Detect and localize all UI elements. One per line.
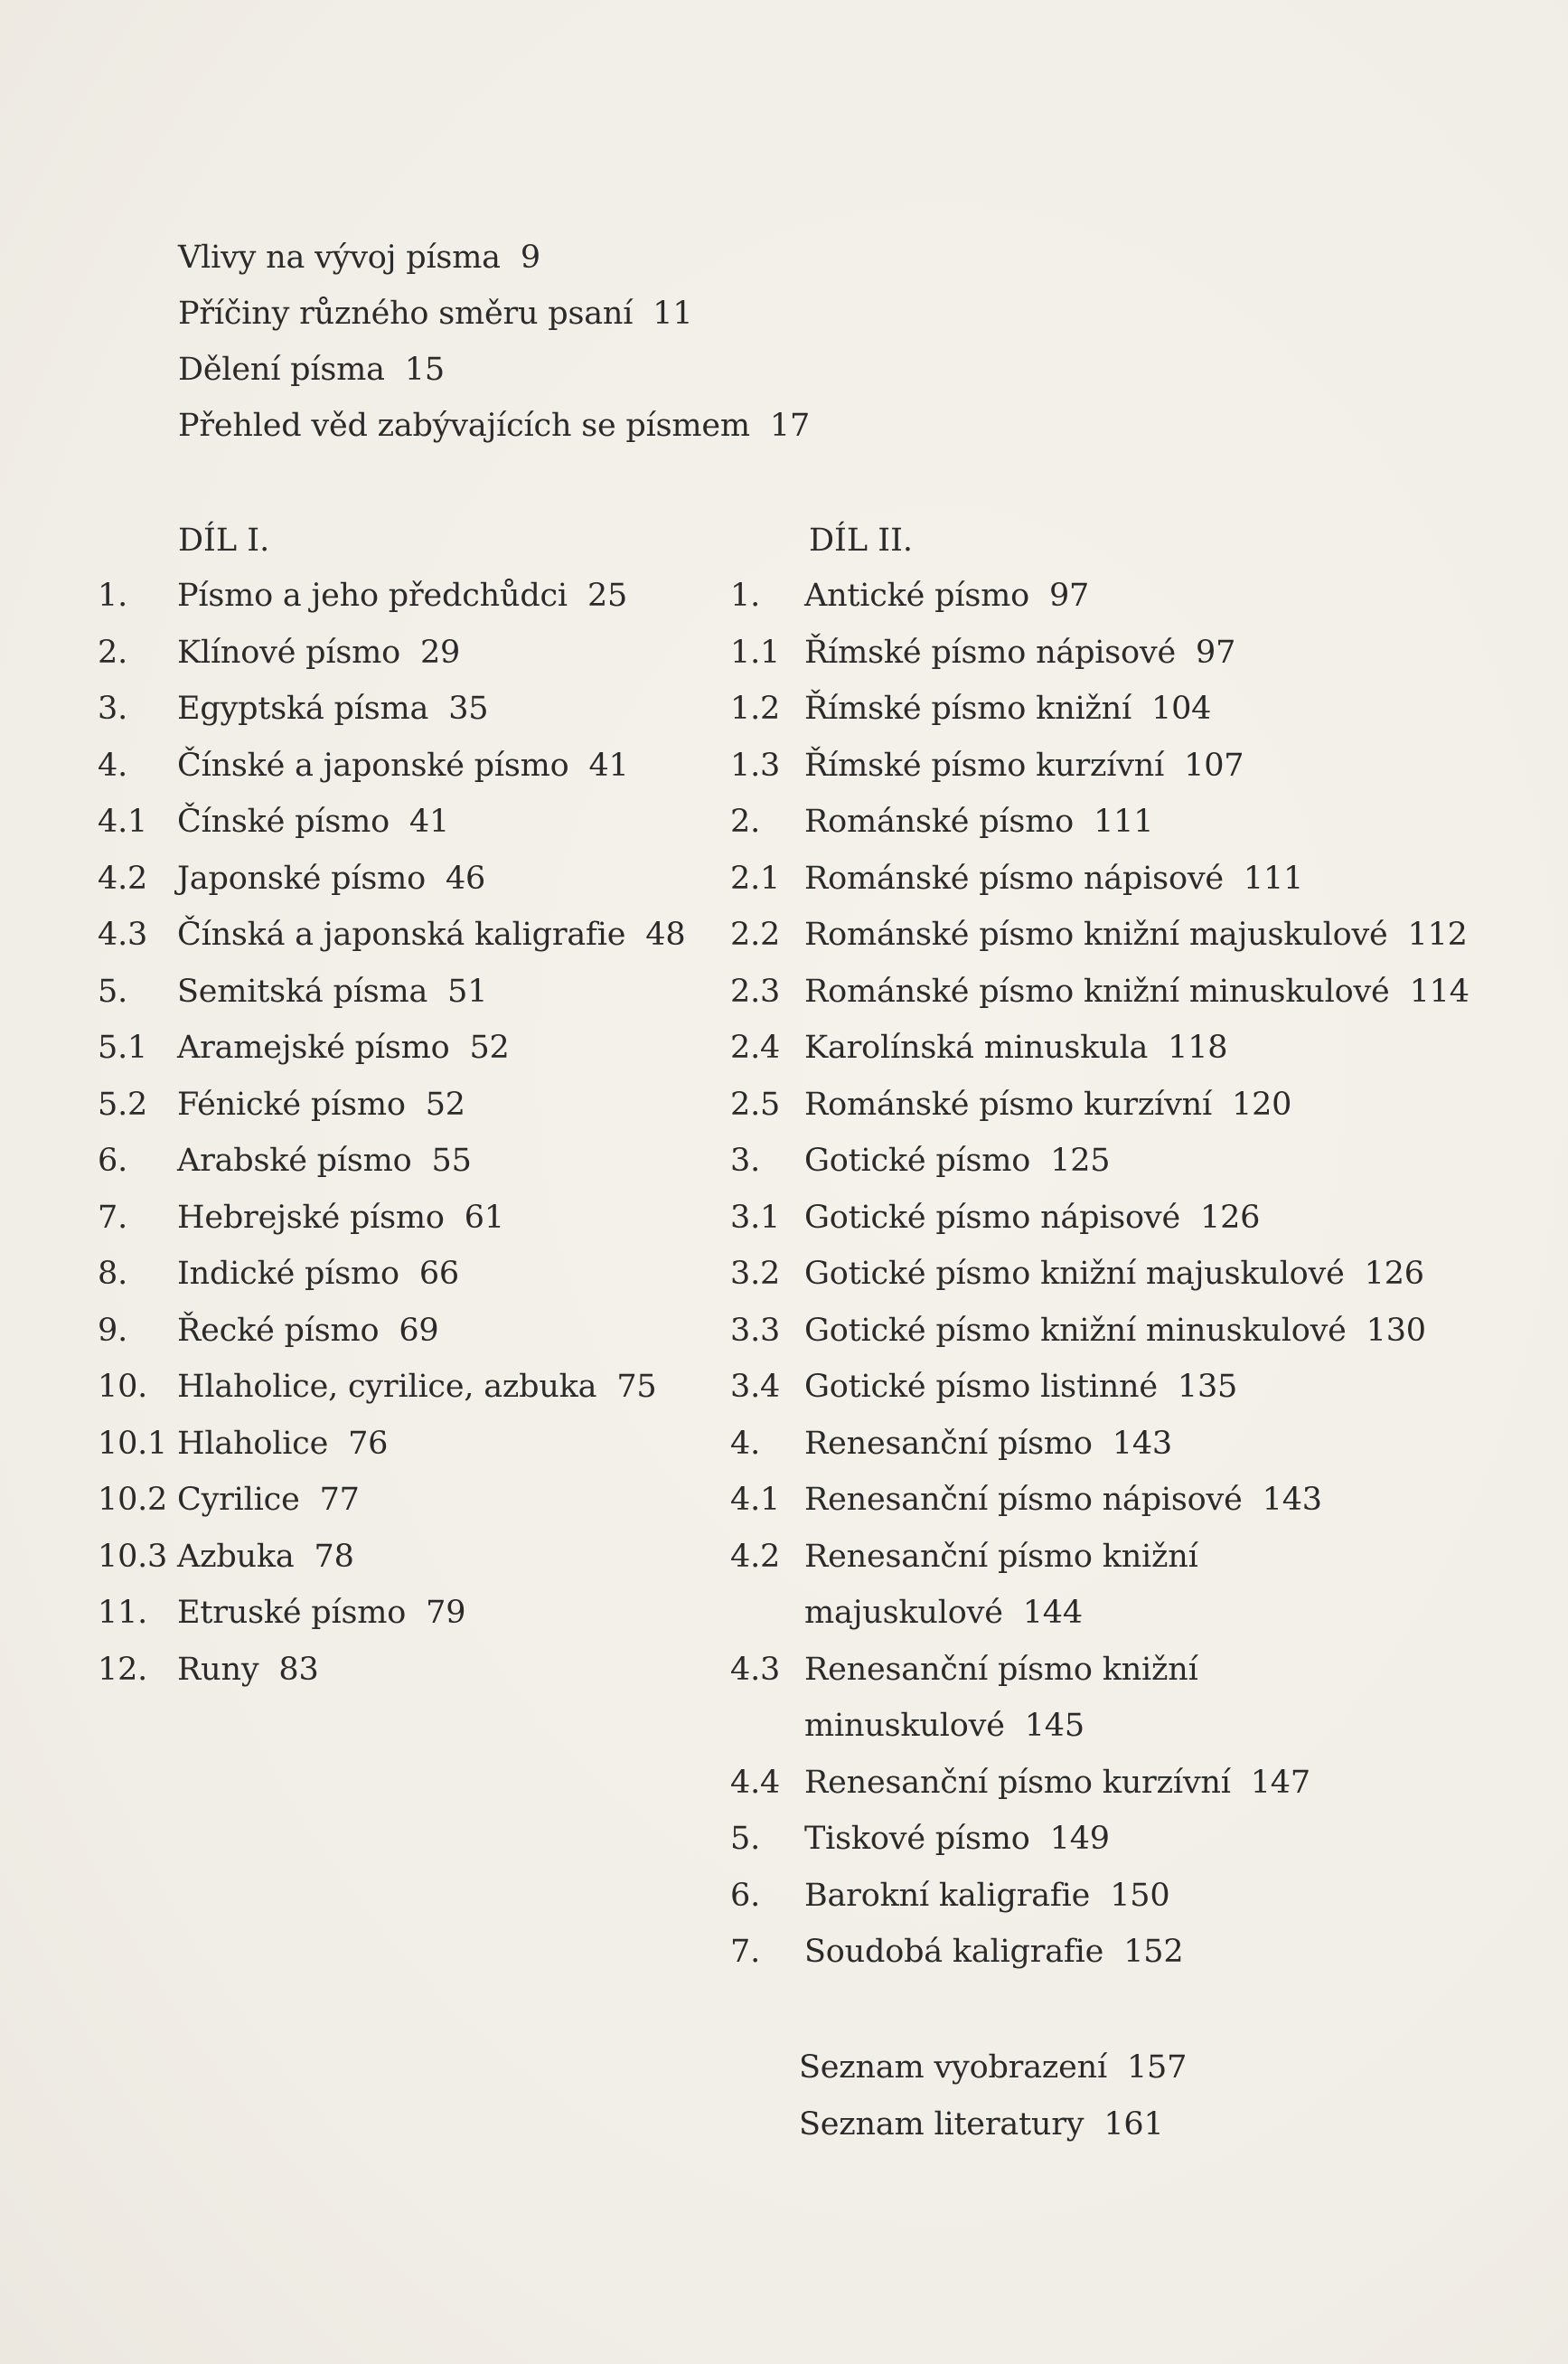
- entry-number: 10.2: [98, 1482, 168, 1518]
- entry-page: 135: [1177, 1369, 1238, 1405]
- entry-title: Barokní kaligrafie: [804, 1877, 1091, 1914]
- entry-title: Japonské písmo: [177, 860, 426, 897]
- toc-entry: [178, 238, 540, 278]
- entry-number: 4.: [98, 747, 127, 784]
- entry-title: Písmo a jeho předchůdci: [177, 578, 568, 614]
- toc-entry: [0, 1254, 1568, 1294]
- entry-number: 3.: [730, 1143, 760, 1179]
- entry-number: 11.: [98, 1595, 148, 1631]
- entry-page: 61: [464, 1199, 504, 1236]
- entry-title: Gotické písmo nápisové: [804, 1199, 1181, 1236]
- entry-title: Fénické písmo: [177, 1086, 406, 1123]
- entry-title: Řecké písmo: [177, 1312, 380, 1349]
- toc-entry: [799, 2105, 1164, 2144]
- entry-page: 77: [319, 1482, 360, 1518]
- entry-page: 111: [1243, 860, 1304, 897]
- entry-title: Románské písmo knižní minuskulové: [804, 973, 1390, 1010]
- entry-title: Cyrilice: [177, 1482, 300, 1518]
- toc-entry: [0, 802, 1568, 842]
- entry-page: 66: [418, 1256, 459, 1292]
- entry-number: 4.1: [730, 1482, 781, 1518]
- entry-number: 5.: [730, 1821, 760, 1857]
- entry-page: 41: [588, 747, 629, 784]
- entry-title: Římské písmo knižní: [804, 691, 1132, 727]
- entry-number: 1.: [730, 578, 760, 614]
- entry-number: 3.2: [730, 1256, 781, 1292]
- toc-entry: [0, 1141, 1568, 1181]
- toc-entry: [0, 972, 1568, 1012]
- toc-entry: [0, 1424, 1568, 1464]
- entry-page: 48: [645, 917, 686, 953]
- toc-entry: [0, 859, 1568, 899]
- entry-number: 2.1: [730, 860, 781, 897]
- entry-title: Přehled věd zabývajících se písmem: [178, 408, 750, 444]
- entry-page: 150: [1110, 1877, 1170, 1914]
- entry-number: 4.2: [98, 860, 148, 897]
- entry-title: Renesanční písmo: [804, 1425, 1093, 1462]
- entry-page: 79: [426, 1595, 466, 1631]
- part1-heading: DÍL I.: [178, 523, 270, 559]
- part2-heading: DÍL II.: [809, 523, 914, 559]
- entry-number: 2.4: [730, 1030, 781, 1066]
- entry-title: Gotické písmo knižní minuskulové: [804, 1312, 1347, 1349]
- entry-page: 52: [469, 1030, 510, 1066]
- entry-title: Renesanční písmo knižní: [804, 1651, 1198, 1688]
- toc-entry: [0, 746, 1568, 786]
- entry-number: 1.: [98, 578, 127, 614]
- entry-title-group: [804, 1537, 1218, 1577]
- entry-title-group: [804, 746, 1244, 786]
- toc-entry: [0, 1198, 1568, 1238]
- entry-title-group: [804, 689, 1211, 729]
- entry-title: Románské písmo kurzívní: [804, 1086, 1212, 1123]
- entry-page: 104: [1151, 691, 1212, 727]
- entry-title-group: [804, 972, 1469, 1012]
- toc-entry: [0, 1706, 1568, 1746]
- entry-title: Runy: [177, 1651, 259, 1688]
- toc-entry: [0, 1650, 1568, 1690]
- entry-title: Renesanční písmo knižní: [804, 1538, 1198, 1575]
- entry-title-group: [804, 1876, 1169, 1916]
- entry-number: 2.3: [730, 973, 781, 1010]
- entry-page: 147: [1250, 1764, 1310, 1801]
- entry-page: 114: [1409, 973, 1469, 1010]
- entry-page: 35: [448, 691, 489, 727]
- toc-entry: [0, 915, 1568, 955]
- entry-number: 4.4: [730, 1764, 781, 1801]
- entry-title-group: [804, 1028, 1227, 1068]
- entry-number: 10.: [98, 1369, 148, 1405]
- entry-title: Renesanční písmo kurzívní: [804, 1764, 1231, 1801]
- entry-title: Azbuka: [177, 1538, 295, 1575]
- entry-title: Egyptská písma: [177, 691, 429, 727]
- entry-number: 8.: [98, 1256, 127, 1292]
- entry-title-group: [804, 1367, 1237, 1407]
- entry-title: Dělení písma: [178, 352, 385, 388]
- entry-page: 112: [1407, 917, 1468, 953]
- entry-title-group: [804, 1424, 1172, 1464]
- entry-title: Románské písmo: [804, 804, 1075, 840]
- entry-page: 144: [1022, 1595, 1083, 1631]
- entry-number: 1.1: [730, 634, 781, 671]
- entry-number: 4.2: [730, 1538, 781, 1575]
- entry-page: 126: [1200, 1199, 1261, 1236]
- entry-page: 78: [314, 1538, 354, 1575]
- toc-entry: [0, 1932, 1568, 1972]
- entry-title: Renesanční písmo nápisové: [804, 1482, 1243, 1518]
- entry-number: 4.1: [98, 804, 148, 840]
- entry-title-group: [804, 802, 1153, 842]
- entry-page: 55: [431, 1143, 472, 1179]
- entry-number: 12.: [98, 1651, 148, 1688]
- entry-page: 75: [616, 1369, 657, 1405]
- entry-page: 125: [1050, 1143, 1111, 1179]
- entry-page: 161: [1103, 2106, 1164, 2143]
- entry-number: 2.5: [730, 1086, 781, 1123]
- entry-page: 83: [278, 1651, 319, 1688]
- entry-page: 143: [1262, 1482, 1322, 1518]
- entry-page: 76: [348, 1425, 389, 1462]
- entry-number: 6.: [730, 1877, 760, 1914]
- toc-entry: [178, 294, 692, 334]
- entry-title-group: [804, 859, 1303, 899]
- entry-title: Hlaholice: [177, 1425, 329, 1462]
- toc-entry: [0, 1367, 1568, 1407]
- toc-entry: [0, 1480, 1568, 1520]
- entry-page: 41: [408, 804, 450, 840]
- entry-title: Čínské písmo: [177, 804, 390, 840]
- entry-page: 130: [1366, 1312, 1426, 1349]
- entry-page: 120: [1232, 1086, 1292, 1123]
- entry-page: 152: [1123, 1934, 1184, 1970]
- entry-title: majuskulové: [804, 1595, 1003, 1631]
- toc-entry: [0, 1593, 1568, 1633]
- entry-title: Hebrejské písmo: [177, 1199, 445, 1236]
- entry-title-group: [804, 1141, 1110, 1181]
- toc-entry: [0, 576, 1568, 616]
- entry-page: 17: [769, 408, 811, 444]
- entry-number: 5.2: [98, 1086, 148, 1123]
- entry-page: 25: [587, 578, 628, 614]
- entry-title-group: [804, 633, 1235, 673]
- entry-title: Románské písmo nápisové: [804, 860, 1224, 897]
- entry-title-group: [804, 1198, 1260, 1238]
- entry-title: Indické písmo: [177, 1256, 399, 1292]
- toc-entry: [0, 1028, 1568, 1068]
- entry-number: 10.1: [98, 1425, 168, 1462]
- entry-title-group: [804, 1650, 1218, 1690]
- entry-title: Seznam vyobrazení: [799, 2049, 1107, 2086]
- entry-title-group: [804, 1932, 1183, 1972]
- entry-title: Čínská a japonská kaligrafie: [177, 917, 626, 953]
- entry-title-group: [804, 1480, 1322, 1520]
- entry-page: 118: [1168, 1030, 1228, 1066]
- entry-page: 97: [1048, 578, 1090, 614]
- entry-title-group: [804, 1311, 1426, 1351]
- entry-title: Soudobá kaligrafie: [804, 1934, 1104, 1970]
- entry-page: 145: [1024, 1708, 1084, 1744]
- entry-title: minuskulové: [804, 1708, 1005, 1744]
- entry-title: Římské písmo kurzívní: [804, 747, 1165, 784]
- entry-page: 29: [419, 634, 461, 671]
- entry-title: Arabské písmo: [177, 1143, 412, 1179]
- entry-title: Seznam literatury: [799, 2106, 1084, 2143]
- entry-number: 3.3: [730, 1312, 781, 1349]
- entry-title: Hlaholice, cyrilice, azbuka: [177, 1369, 597, 1405]
- entry-number: 4.: [730, 1425, 760, 1462]
- entry-page: 52: [425, 1086, 465, 1123]
- entry-title: Gotické písmo knižní majuskulové: [804, 1256, 1345, 1292]
- toc-entry: [0, 1085, 1568, 1125]
- entry-page: 11: [653, 296, 693, 332]
- toc-entry: [178, 406, 810, 446]
- entry-number: 2.: [730, 804, 760, 840]
- entry-title-group: [804, 1254, 1424, 1294]
- entry-page: 143: [1112, 1425, 1172, 1462]
- entry-title-group: [804, 1763, 1310, 1803]
- entry-title-group: [804, 1593, 1083, 1633]
- entry-number: 10.3: [98, 1538, 168, 1575]
- entry-title: Aramejské písmo: [177, 1030, 450, 1066]
- toc-entry: [799, 2048, 1187, 2087]
- entry-number: 3.1: [730, 1199, 781, 1236]
- entry-page: 51: [447, 973, 488, 1010]
- entry-title: Vlivy na vývoj písma: [178, 240, 501, 276]
- entry-number: 2.2: [730, 917, 781, 953]
- toc-entry: [0, 1311, 1568, 1351]
- entry-title: Antické písmo: [804, 578, 1029, 614]
- toc-entry: [0, 689, 1568, 729]
- entry-title: Karolínská minuskula: [804, 1030, 1149, 1066]
- entry-number: 5.: [98, 973, 127, 1010]
- entry-number: 4.3: [98, 917, 148, 953]
- entry-title-group: [804, 1819, 1110, 1859]
- toc-entry: [0, 1537, 1568, 1577]
- entry-number: 1.3: [730, 747, 781, 784]
- entry-page: 15: [404, 352, 445, 388]
- entry-title-group: [804, 576, 1089, 616]
- entry-page: 9: [520, 240, 540, 276]
- entry-page: 149: [1049, 1821, 1110, 1857]
- entry-title: Tiskové písmo: [804, 1821, 1030, 1857]
- entry-number: 2.: [98, 634, 127, 671]
- toc-entry: [0, 1819, 1568, 1859]
- entry-number: 7.: [730, 1934, 760, 1970]
- entry-number: 3.4: [730, 1369, 781, 1405]
- entry-page: 69: [399, 1312, 439, 1349]
- entry-page: 97: [1196, 634, 1236, 671]
- toc-entry: [0, 1763, 1568, 1803]
- entry-page: 107: [1184, 747, 1244, 784]
- entry-number: 3.: [98, 691, 127, 727]
- entry-title: Gotické písmo: [804, 1143, 1031, 1179]
- toc-entry: [178, 350, 445, 390]
- entry-title-group: [804, 1706, 1084, 1746]
- entry-number: 9.: [98, 1312, 127, 1349]
- entry-title: Klínové písmo: [177, 634, 400, 671]
- entry-page: 111: [1094, 804, 1154, 840]
- entry-number: 1.2: [730, 691, 781, 727]
- entry-number: 4.3: [730, 1651, 781, 1688]
- entry-page: 126: [1364, 1256, 1424, 1292]
- entry-page: 157: [1126, 2049, 1188, 2086]
- toc-entry: [0, 633, 1568, 673]
- entry-title: Etruské písmo: [177, 1595, 407, 1631]
- entry-title: Příčiny různého směru psaní: [178, 296, 634, 332]
- entry-page: 46: [445, 860, 486, 897]
- entry-number: 6.: [98, 1143, 127, 1179]
- entry-number: 7.: [98, 1199, 127, 1236]
- entry-title: Čínské a japonské písmo: [177, 747, 569, 784]
- entry-title-group: [804, 1085, 1291, 1125]
- toc-entry: [0, 1876, 1568, 1916]
- entry-number: 5.1: [98, 1030, 148, 1066]
- entry-title-group: [804, 915, 1468, 955]
- entry-title: Římské písmo nápisové: [804, 634, 1177, 671]
- entry-title: Semitská písma: [177, 973, 428, 1010]
- entry-title: Gotické písmo listinné: [804, 1369, 1158, 1405]
- entry-title: Románské písmo knižní majuskulové: [804, 917, 1388, 953]
